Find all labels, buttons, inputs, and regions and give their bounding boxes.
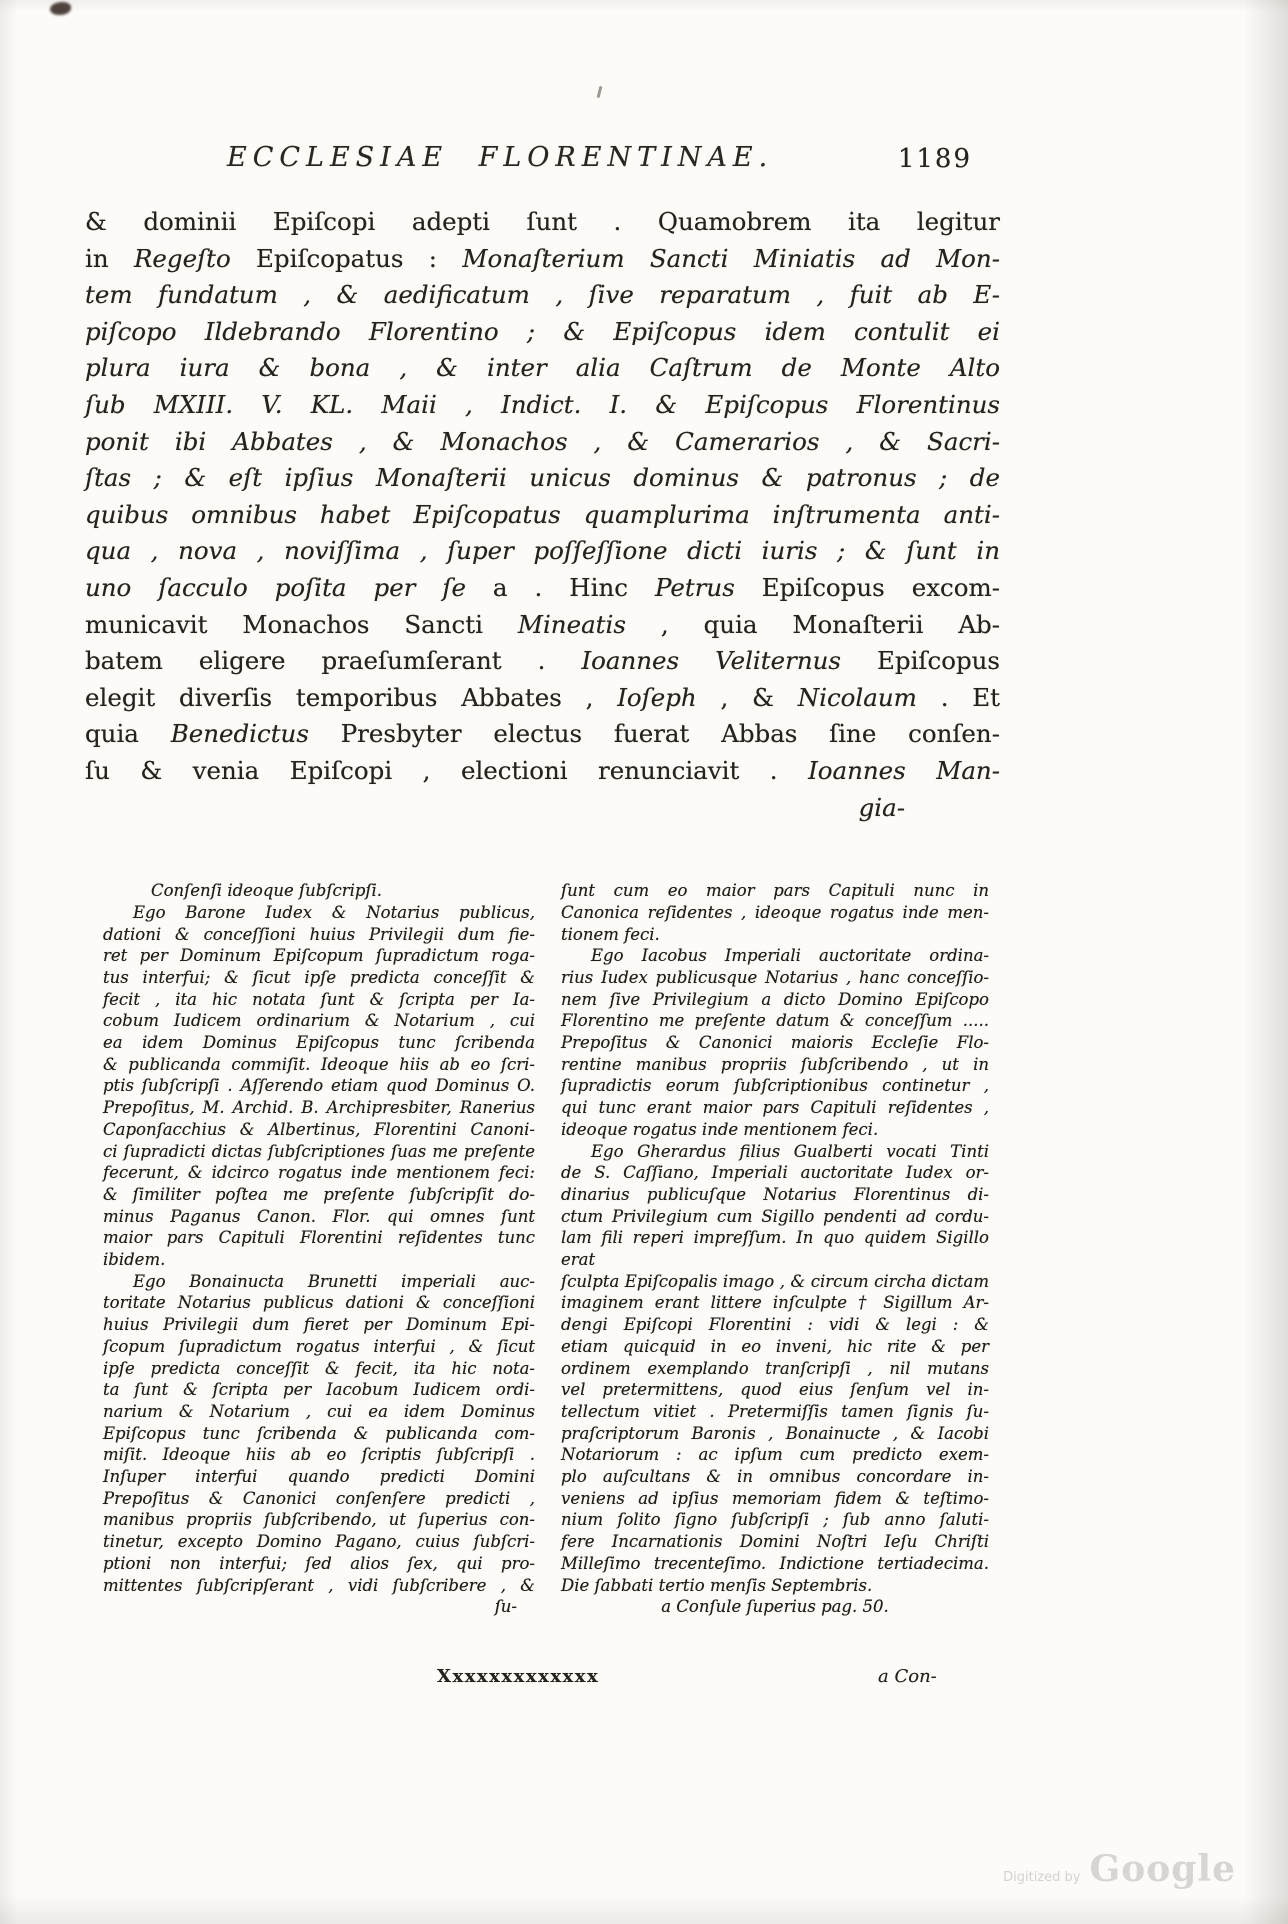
footnote-line: etiam quicquid in eo inveni, hic rite & per <box>561 1336 989 1356</box>
footnote-line: ptis ſubſcripſi . Aſſerendo etiam quod Dominus O. <box>103 1076 535 1096</box>
catchword: a Con- <box>878 1666 937 1687</box>
footnote-line: mittentes ſubſcripſerant , vidi ſubſcribere , & <box>103 1575 535 1595</box>
footnote-line: ea idem Dominus Epiſcopus tunc ſcribenda <box>103 1033 535 1053</box>
footnote-line: tionem feci. <box>561 924 660 944</box>
footnote-line: Inſuper interfui quando predicti Domini <box>103 1467 535 1487</box>
footnote-line: ta ſunt & ſcripta per Iacobum Iudicem ordi- <box>103 1380 535 1400</box>
footnote-line: ſculpta Epiſcopalis imago , & circum circha dictam <box>561 1271 989 1291</box>
footnote-line: nem ſive Privilegium a dicto Domino Epiſcopo <box>561 989 989 1009</box>
text-line: ſub MXIII. V. KL. Maii , Indict. I. & Epiſcopus Florentinus <box>85 389 1000 419</box>
footnote-line: ordinem exemplando tranſcripſi , nil mutans <box>561 1358 989 1378</box>
footnote-line: de S. Caſſiano, Imperiali auctoritate Iudex or- <box>561 1163 989 1183</box>
main-text <box>85 204 1000 826</box>
footnotes-right-column <box>561 880 989 1618</box>
footnote-line: miſit. Ideoque hiis ab eo ſcriptis ſubſcripſi . <box>103 1445 535 1465</box>
text-line: ſu & venia Epiſcopi , electioni renunciavit . Ioannes Man- <box>85 755 1000 785</box>
footnote-line: Milleſimo trecenteſimo. Indictione tertiadecima. <box>561 1553 989 1573</box>
text-line: quibus omnibus habet Epiſcopatus quamplurima inſtrumenta anti- <box>85 499 1000 529</box>
scan-edge-bottom <box>0 1896 1288 1924</box>
footnote-line: fecit , ita hic notata ſunt & ſcripta per Ia- <box>103 989 535 1009</box>
text-line: plura iura & bona , & inter alia Caſtrum de Monte Alto <box>85 353 1000 383</box>
footnote-line: huius Privilegii dum fieret per Dominum Epi- <box>103 1315 535 1335</box>
text-line: gia- <box>858 792 905 822</box>
page-header <box>85 142 1000 188</box>
page-number: 1189 <box>897 144 972 174</box>
footnote-line: ctum Privilegium cum Sigillo pendenti ad cordu- <box>561 1206 989 1226</box>
scan-edge-left <box>0 0 18 1924</box>
footnote-line: Canonica reſidentes , ideoque rogatus inde men- <box>561 902 989 922</box>
footnote-line: Notariorum : ac ipſum cum predicto exem- <box>561 1445 989 1465</box>
footnote-line: ibidem. <box>103 1250 166 1270</box>
google-watermark <box>1003 1848 1236 1890</box>
footnote-line: plo auſcultans & in omnibus concordare in- <box>561 1467 989 1487</box>
footnotes-left-column <box>103 880 535 1618</box>
footnote-line: vel pretermittens, quod eius ſenſum vel in- <box>561 1380 989 1400</box>
scan-artifact-speck <box>597 86 603 98</box>
footnote-line: ptioni non interfui; ſed alios ſex, qui pro- <box>103 1553 535 1573</box>
footnote-line: ci ſupradicti dictas ſubſcriptiones ſuas me preſente <box>103 1141 535 1161</box>
text-line: elegit diverſis temporibus Abbates , Ioſeph , & Nicolaum . Et <box>85 682 1001 712</box>
text-line: qua , nova , noviſſima , ſuper poſſeſſione dicti iuris ; & ſunt in <box>85 536 1000 566</box>
scan-artifact-corner-blot <box>50 2 71 15</box>
footnote-line: Conſenſi ideoque ſubſcripſi. <box>151 881 383 901</box>
footnote-line: dengi Epiſcopi Florentini : vidi & legi : & <box>561 1315 989 1335</box>
footnote-line: tus interfui; & ſicut ipſe predicta conceſſit & <box>103 967 535 987</box>
text-line: in Regeſto Epiſcopatus : Monaſterium Sancti Miniatis ad Mon- <box>85 243 1000 273</box>
footnote-line: Prepoſitus & Canonici maioris Eccleſie Flo- <box>561 1033 989 1053</box>
running-title: ECCLESIAE FLORENTINAE. <box>227 142 774 173</box>
footnotes-section <box>85 880 1000 1618</box>
text-line: municavit Monachos Sancti Mineatis , quia Monaſterii Ab- <box>85 609 1000 639</box>
footnote-line: rius Iudex publicusque Notarius , hanc conceſſio- <box>561 967 989 987</box>
text-line: & dominii Epiſcopi adepti ſunt . Quamobrem ita legitur <box>85 207 1000 236</box>
digitized-by-label: Digitized by <box>1003 1870 1081 1885</box>
footnote-line: Prepoſitus, M. Archid. B. Archipresbiter, Ranerius <box>103 1098 535 1118</box>
text-line: quia Benedictus Presbyter electus fuerat Abbas ſine conſen- <box>85 719 1000 749</box>
footnote-line: ret per Dominum Epiſcopum ſupradictum roga- <box>103 946 535 966</box>
footnote-line: Florentino me preſente datum & conceſſum ..... <box>561 1011 989 1031</box>
footnote-line: ſupradictis eorum ſubſcriptionibus continetur , <box>561 1076 989 1096</box>
footnote-line: praſcriptorum Baronis , Bonainucte , & Iacobi <box>561 1423 989 1443</box>
footnote-line: Die ſabbati tertio menſis Septembris. <box>561 1575 873 1595</box>
footnote-line: rentine manibus propriis ſubſcribendo , ut in <box>561 1054 989 1074</box>
footnote-line: cobum Iudicem ordinarium & Notarium , cui <box>103 1011 535 1031</box>
footnote-line: ſu- <box>494 1597 517 1617</box>
footnote-line: qui tunc erant maior pars Capituli reſidentes , <box>561 1098 989 1118</box>
footnote-line: & publicanda commiſit. Ideoque hiis ab eo ſcri- <box>103 1054 535 1074</box>
text-line: tem fundatum , & aedificatum , ſive reparatum , fuit ab E- <box>85 280 1000 310</box>
footnote-line: & ſimiliter poſtea me preſente ſubſcripſit do- <box>103 1184 535 1204</box>
signature-row <box>85 1666 1000 1694</box>
footnote-line: a Conſule ſuperius pag. 50. <box>661 1597 889 1617</box>
footnote-line: toritate Notarius publicus dationi & conceſſioni <box>103 1293 535 1313</box>
footnote-line: fere Incarnationis Domini Noſtri Ieſu Chriſti <box>561 1532 989 1552</box>
footnote-line: manibus propriis ſubſcribendo, ut ſuperius con- <box>103 1510 535 1530</box>
text-line: ſtas ; & eſt ipſius Monaſterii unicus dominus & patronus ; de <box>85 463 1000 493</box>
footnote-line: fecerunt, & idcirco rogatus inde mentionem feci: <box>103 1163 535 1183</box>
footnote-line: Ego Iacobus Imperiali auctoritate ordina- <box>591 946 989 966</box>
footnote-line: Prepoſitus & Canonici conſenſere predicti , <box>103 1488 535 1508</box>
footnote-line: Caponſacchius & Albertinus, Florentini Canoni- <box>103 1119 535 1139</box>
text-line: piſcopo Ildebrando Florentino ; & Epiſcopus idem contulit ei <box>85 316 1000 346</box>
google-logo-text: Google <box>1089 1848 1236 1890</box>
page-content <box>85 142 1000 1694</box>
footnote-line: dinarius publicuſque Notarius Florentinus di- <box>561 1184 989 1204</box>
footnote-line: maior pars Capituli Florentini reſidentes tunc <box>103 1228 535 1248</box>
text-line: ponit ibi Abbates , & Monachos , & Camerarios , & Sacri- <box>85 426 1000 456</box>
footnote-line: imaginem erant littere inſculpte † Sigillum Ar- <box>561 1293 989 1313</box>
footnote-line: Epiſcopus tunc ſcribenda & publicanda com- <box>103 1423 535 1443</box>
footnote-line: dationi & conceſſioni huius Privilegii dum fie- <box>103 924 535 944</box>
footnote-line: Ego Bonainucta Brunetti imperiali auc- <box>133 1271 535 1291</box>
scan-edge-top <box>0 0 1288 12</box>
footnote-line: veniens ad ipſius memoriam fidem & teſtimo- <box>561 1488 989 1508</box>
footnote-line: ſunt cum eo maior pars Capituli nunc in <box>561 881 989 901</box>
footnote-line: narium & Notarium , cui ea idem Dominus <box>103 1401 535 1421</box>
footnote-line: tellectum vitiet . Pretermiſſis tamen ſignis ſu- <box>561 1401 989 1421</box>
footnote-line: minus Paganus Canon. Flor. qui omnes ſunt <box>103 1206 535 1226</box>
footnote-line: ſcopum ſupradictum rogatus interfui , & ſicut <box>103 1336 535 1356</box>
footnote-line: ideoque rogatus inde mentionem feci. <box>561 1119 879 1139</box>
footnote-line: Ego Barone Iudex & Notarius publicus, <box>133 902 535 922</box>
footnote-line: Ego Gherardus filius Gualberti vocati Tinti <box>591 1141 989 1161</box>
footnote-line: lam fili reperi impreſſum. In quo quidem Sigillo erat <box>561 1228 989 1270</box>
text-line: batem eligere praeſumſerant . Ioannes Veliternus Epiſcopus <box>85 646 1000 676</box>
footnote-line: tinetur, excepto Domino Pagano, cuius ſubſcri- <box>103 1532 535 1552</box>
scan-edge-right <box>1244 0 1288 1924</box>
footnote-line: ipſe predicta conceſſit & fecit, ita hic nota- <box>103 1358 535 1378</box>
footnote-line: nium ſolito ſigno ſubſcripſi ; ſub anno ſaluti- <box>561 1510 989 1530</box>
text-line: uno ſacculo poſita per ſe a . Hinc Petrus Epiſcopus excom- <box>85 572 1000 602</box>
signature-mark: Xxxxxxxxxxxxx <box>437 1666 600 1687</box>
